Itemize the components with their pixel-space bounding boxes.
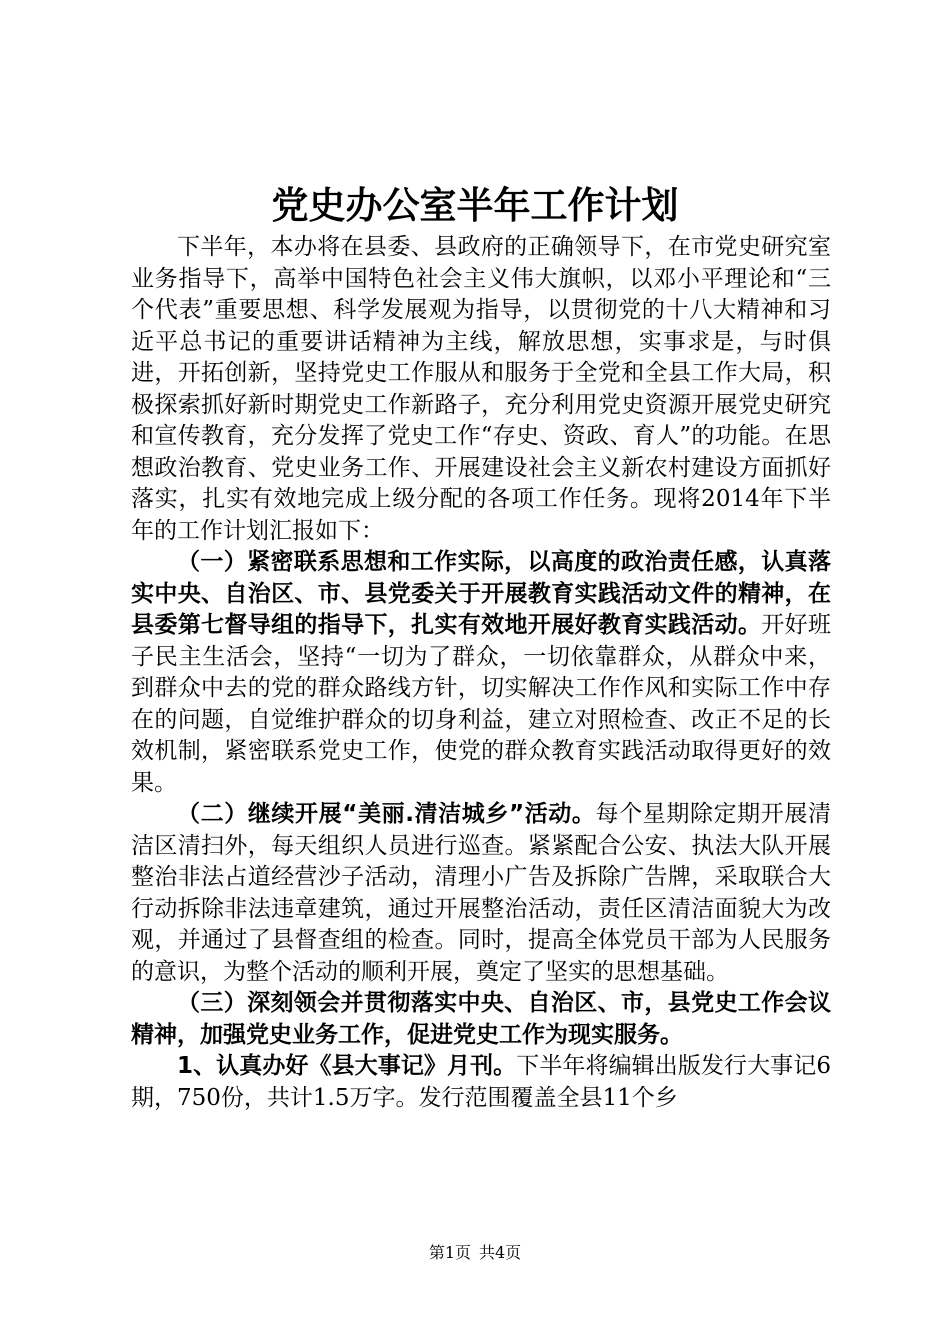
document-body xyxy=(131,232,831,1114)
page-number: 第1页 xyxy=(428,1243,471,1262)
document-title: 党史办公室半年工作计划 xyxy=(271,183,679,227)
paragraph-intro xyxy=(131,232,831,547)
paragraph-lead: （三）深刻领会并贯彻落实中央、自治区、市，县党史工作会议精神，加强党史业务工作，促进党史工作为现实服务。 xyxy=(131,990,831,1048)
paragraph-text: 开好班子民主生活会，坚持“一切为了群众，一切依靠群众，从群众中来，到群众中去的党的群众路线方针，切实解决工作作风和实际工作中存在的问题，自觉维护群众的切身利益，建立对照检查、改正不足的长效机制，紧密联系党史工作，使党的群众教育实践活动取得更好的效果。 xyxy=(131,612,832,796)
paragraph-item-1 xyxy=(131,1051,831,1114)
page-footer xyxy=(0,1242,950,1264)
page-total: 共4页 xyxy=(479,1243,522,1262)
paragraph-lead: （一）紧密联系思想和工作实际，以高度的政治责任感，认真落实中央、自治区、市、县党委关于开展教育实践活动文件的精神，在县委第七督导组的指导下，扎实有效地开展好教育实践活动。 xyxy=(131,549,831,638)
paragraph-text: 每个星期除定期开展清洁区清扫外，每天组织人员进行巡查。紧紧配合公安、执法大队开展整治非法占道经营沙子活动，清理小广告及拆除广告牌，采取联合大行动拆除非法违章建筑，通过开展整治活动，责任区清洁面貌大为改观，并通过了县督查组的检查。同时，提高全体党员干部为人民服务的意识，为整个活动的顺利开展，奠定了坚实的思想基础。 xyxy=(131,801,832,985)
paragraph-section-2 xyxy=(131,799,831,988)
paragraph-lead: （二）继续开展“美丽.清洁城乡”活动。 xyxy=(177,801,596,827)
paragraph-text: 下半年将编辑出版发行大事记6期，750份，共计1.5万字。发行范围覆盖全县11个乡 xyxy=(131,1053,831,1111)
paragraph-lead: 1、认真办好《县大事记》月刊。 xyxy=(177,1053,517,1079)
paragraph-section-3 xyxy=(131,988,831,1051)
paragraph-text: 下半年，本办将在县委、县政府的正确领导下，在市党史研究室业务指导下，高举中国特色社会主义伟大旗帜，以邓小平理论和“三个代表”重要思想、科学发展观为指导，以贯彻党的十八大精神和习近平总书记的重要讲话精神为主线，解放思想，实事求是，与时俱进，开拓创新，坚持党史工作服从和服务于全党和全县工作大局，积极探索抓好新时期党史工作新路子，充分利用党史资源开展党史研究和宣传教育，充分发挥了党史工作“存史、资政、育人”的功能。在思想政治教育、党史业务工作、开展建设社会主义新农村建设方面抓好落实，扎实有效地完成上级分配的各项工作任务。现将2014年下半年的工作计划汇报如下： xyxy=(131,234,831,544)
paragraph-section-1 xyxy=(131,547,831,799)
